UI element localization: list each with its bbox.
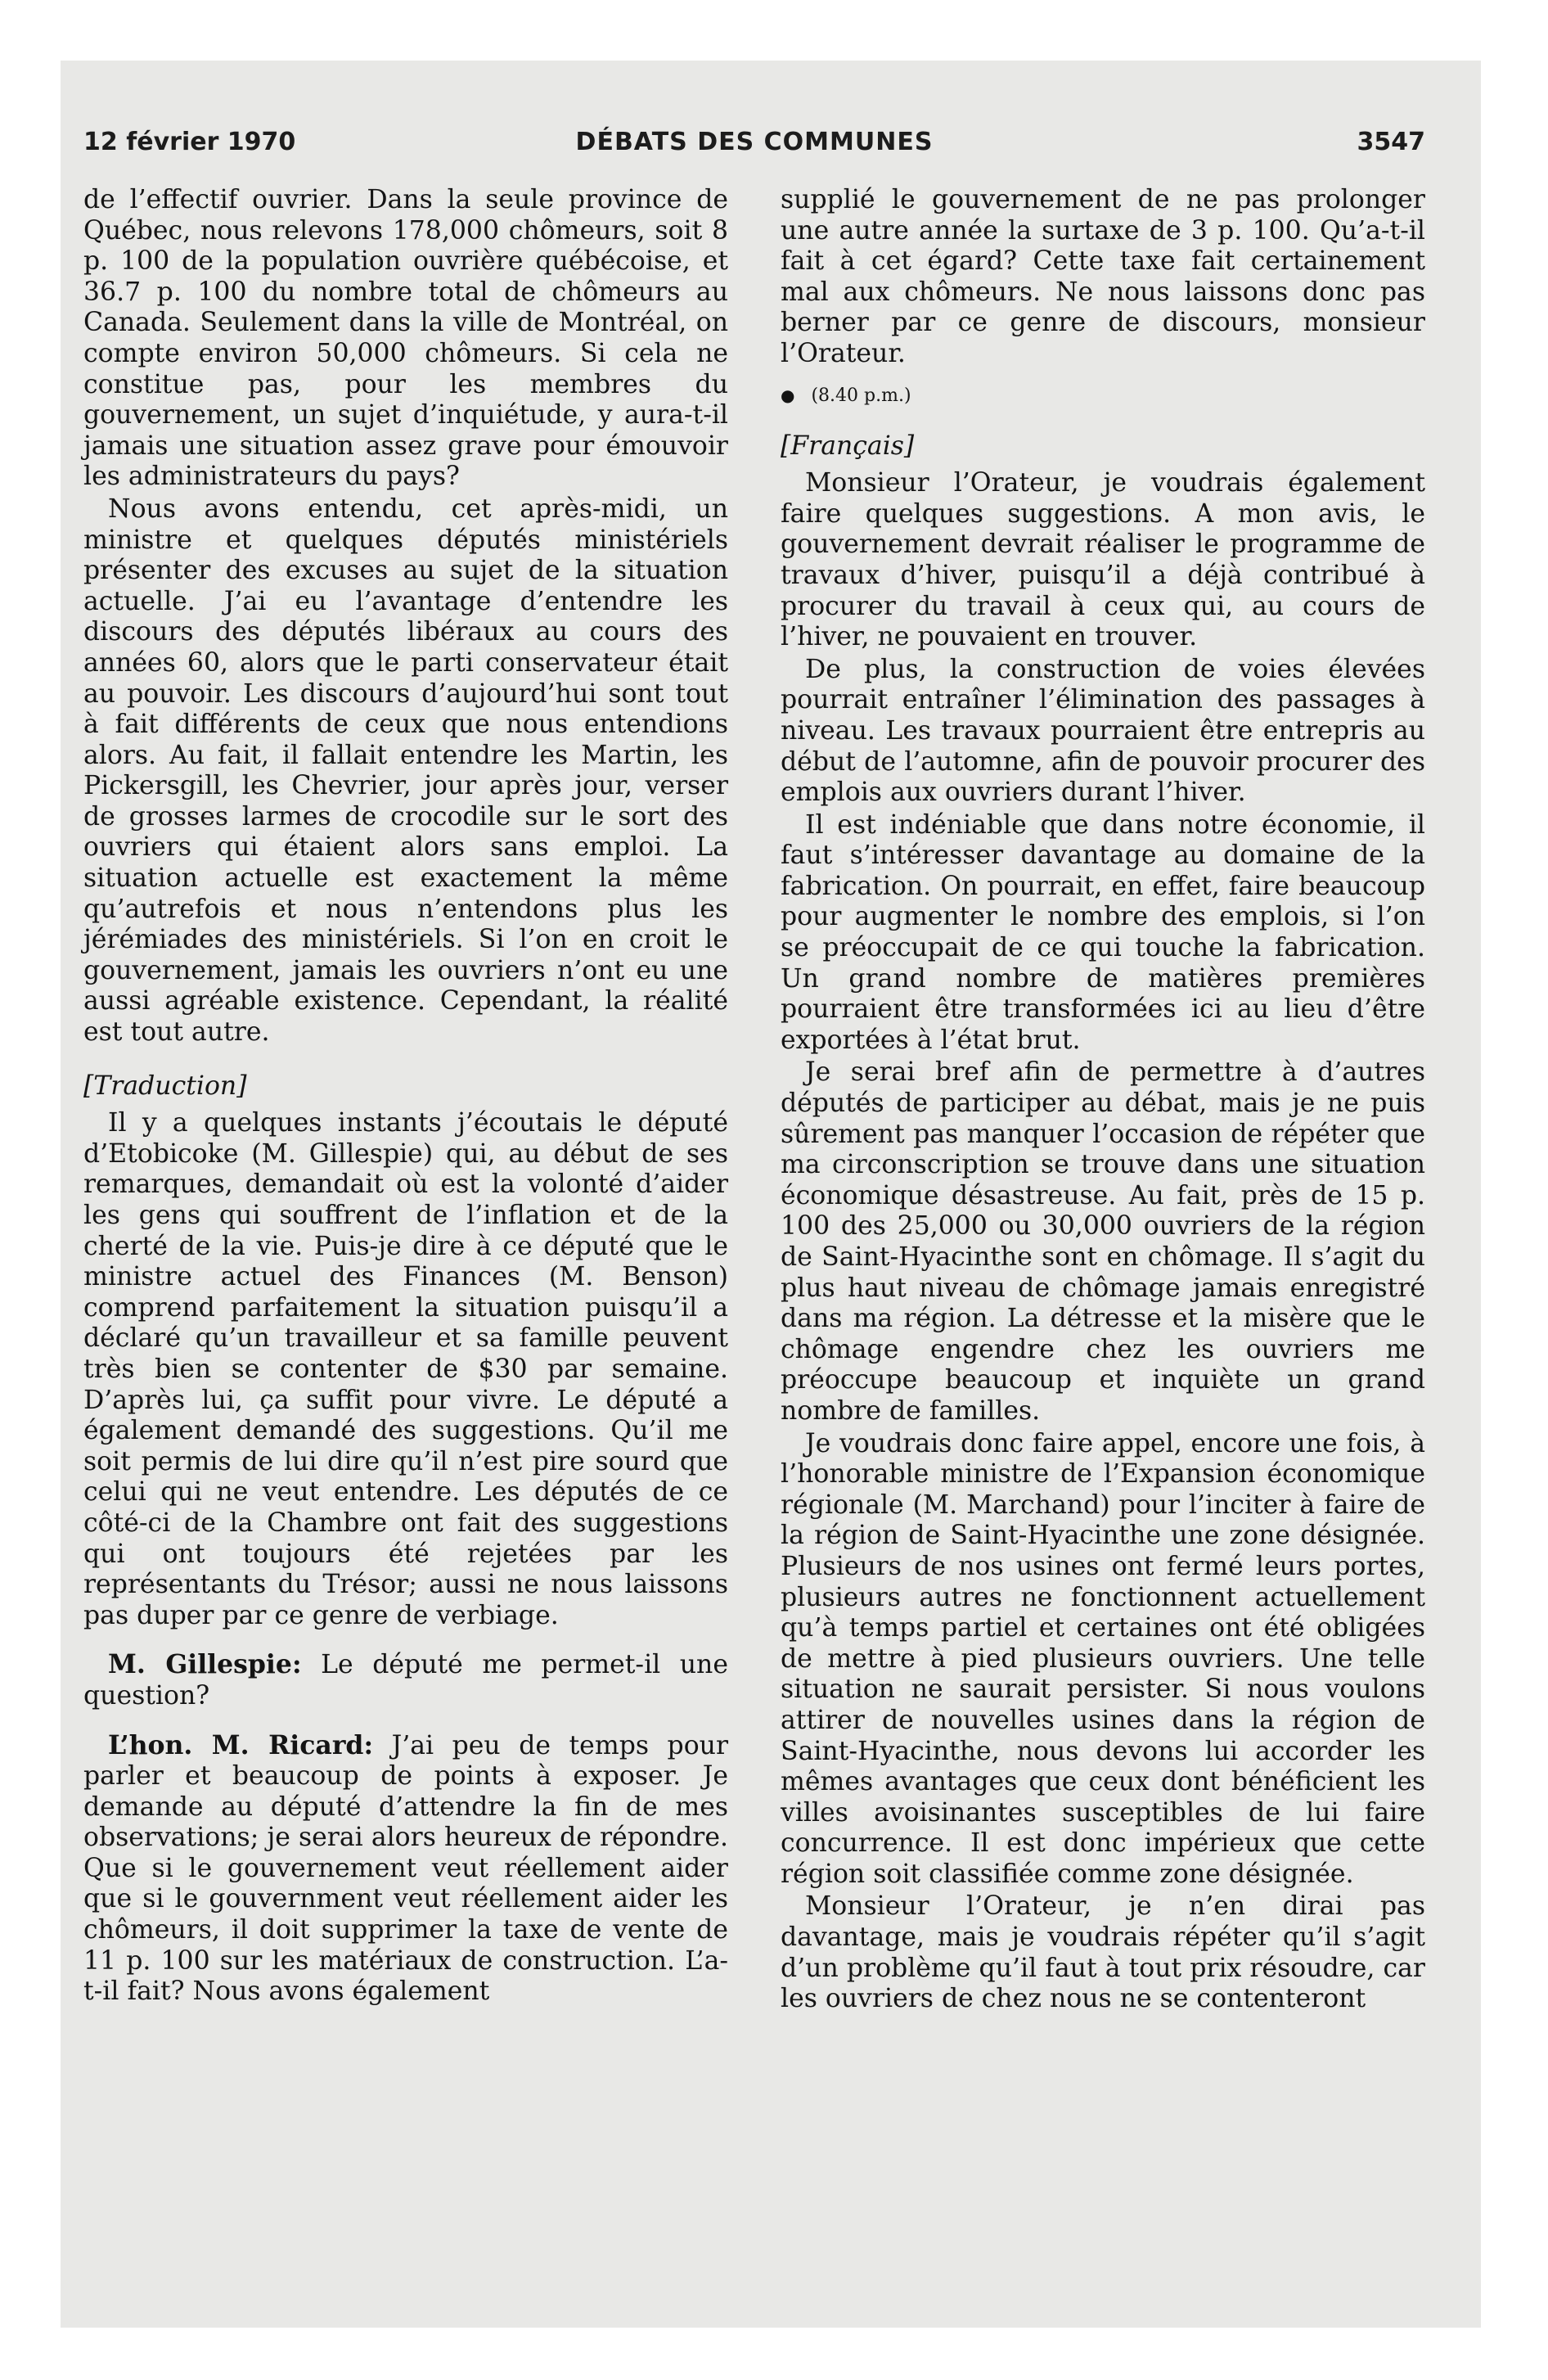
section-label-text: [Traduction]: [83, 1071, 247, 1101]
speech-text: J’ai peu de temps pour parler et beaucoup de points à exposer. Je demande au député d’attendre la fin de mes observations; je serai alors heureux de répondre. Que si le gouvernement veut réellement aider que si le gouvernment veut réellement aider les chômeurs, il doit supprimer la taxe de vente de 11 p. 100 sur les matériaux de construction. L’a-t-il fait? Nous avons également: [83, 1730, 729, 2007]
time-marker: [781, 383, 1425, 408]
speech-paragraph: [83, 1730, 728, 2008]
header-date: 12 février 1970: [83, 128, 296, 156]
time-text: (8.40 p.m.): [811, 385, 911, 406]
paragraph: Il y a quelques instants j’écoutais le député d’Etobicoke (M. Gillespie) qui, au début de ses remarques, demandait où est la volonté d’aider les gens qui souffrent de l’inflation et de la cherté de la vie. Puis-je dire à ce député que le ministre actuel des Finances (M. Benson) comprend parfaitement la situation puisqu’il a déclaré qu’un travailleur et sa famille peuvent très bien se contenter de $30 par semaine. D’après lui, ça suffit pour vivre. Le député a également demandé des suggestions. Qu’il me soit permis de lui dire qu’il n’est pire sourd que celui qui ne veut entendre. Les députés de ce côté-ci de la Chambre ont fait des suggestions qui ont toujours été rejetées par les représentants du Trésor; aussi ne nous laissons pas duper par ce genre de verbiage.: [83, 1108, 728, 1630]
speech-text: Le député me permet-il une question?: [83, 1650, 728, 1711]
header-page-number: 3547: [1357, 128, 1425, 156]
page-content: [83, 128, 1425, 2014]
speaker-name: M. Gillespie:: [108, 1649, 302, 1680]
paragraph: Monsieur l’Orateur, je n’en dirai pas davantage, mais je voudrais répéter qu’il s’agit d’un problème qu’il faut à tout prix résoudre, car les ouvriers de chez nous ne se contenteront: [781, 1891, 1425, 2014]
header-title: DÉBATS DES COMMUNES: [575, 128, 934, 156]
paragraph: Il est indéniable que dans notre économie, il faut s’intéresser davantage au domaine de la fabrication. On pourrait, en effet, faire beaucoup pour augmenter le nombre des emplois, si l’on se préoccupait de ce qui touche la fabrication. Un grand nombre de matières premières pourraient être transformées ici au lieu d’être exportées à l’état brut.: [781, 809, 1425, 1055]
paragraph: Je voudrais donc faire appel, encore une fois, à l’honorable ministre de l’Expansion économique régionale (M. Marchand) pour l’inciter à faire de la région de Saint-Hyacinthe une zone désignée. Plusieurs de nos usines ont fermé leurs portes, plusieurs autres ne fonctionnent actuellement qu’à temps partiel et certaines ont été obligées de mettre à pied plusieurs ouvriers. Une telle situation ne saurait persister. Si nous voulons attirer de nouvelles usines dans la région de Saint-Hyacinthe, nous devons lui accorder les mêmes avantages que ceux dont bénéficient les villes avoisinantes susceptibles de lui faire concurrence. Il est donc impérieux que cette région soit classifiée comme zone désignée.: [781, 1428, 1425, 1889]
section-label: [781, 431, 1425, 462]
bullet-icon: ●: [781, 385, 795, 405]
left-column: [83, 185, 728, 2008]
paragraph: Nous avons entendu, cet après-midi, un ministre et quelques députés ministériels présenter des excuses au sujet de la situation actuelle. J’ai eu l’avantage d’entendre les discours des députés libéraux au cours des années 60, alors que le parti conservateur était au pouvoir. Les discours d’aujourd’hui sont tout à fait différents de ceux que nous entendions alors. Au fait, il fallait entendre les Martin, les Pickersgill, les Chevrier, jour après jour, verser de grosses larmes de crocodile sur le sort des ouvriers qui étaient alors sans emploi. La situation actuelle est exactement la même qu’autrefois et nous n’entendons plus les jérémiades des ministériels. Si l’on en croit le gouvernement, jamais les ouvriers n’ont eu une aussi agréable existence. Cependant, la réalité est tout autre.: [83, 494, 728, 1048]
paragraph: De plus, la construction de voies élevées pourrait entraîner l’élimination des passages à niveau. Les travaux pourraient être entrepris au début de l’automne, afin de pouvoir procurer des emplois aux ouvriers durant l’hiver.: [781, 654, 1425, 808]
speech-paragraph: [83, 1649, 728, 1711]
speaker-name: L’hon. M. Ricard:: [108, 1729, 374, 1760]
paragraph: Monsieur l’Orateur, je voudrais également faire quelques suggestions. A mon avis, le gouvernement devrait réaliser le programme de travaux d’hiver, puisqu’il a déjà contribué à procurer du travail à ceux qui, au cours de l’hiver, ne pouvaient en trouver.: [781, 468, 1425, 652]
scanned-page: [61, 61, 1481, 2328]
right-column: [781, 185, 1425, 2015]
paragraph: de l’effectif ouvrier. Dans la seule province de Québec, nous relevons 178,000 chômeurs, soit 8 p. 100 de la population ouvrière québécoise, et 36.7 p. 100 du nombre total de chômeurs au Canada. Seulement dans la ville de Montréal, on compte environ 50,000 chômeurs. Si cela ne constitue pas, pour les membres du gouvernement, un sujet d’inquiétude, y aura-t-il jamais une situation assez grave pour émouvoir les administrateurs du pays?: [83, 185, 728, 492]
paragraph: supplié le gouvernement de ne pas prolonger une autre année la surtaxe de 3 p. 100. Qu’a-t-il fait à cet égard? Cette taxe fait certainement mal aux chômeurs. Ne nous laissons donc pas berner par ce genre de discours, monsieur l’Orateur.: [781, 185, 1425, 368]
section-label: [83, 1071, 728, 1102]
section-label-text: [Français]: [781, 430, 915, 461]
paragraph: Je serai bref afin de permettre à d’autres députés de participer au débat, mais je ne puis sûrement pas manquer l’occasion de répéter que ma circonscription se trouve dans une situation économique désastreuse. Au fait, près de 15 p. 100 des 25,000 ou 30,000 ouvriers de la région de Saint-Hyacinthe sont en chômage. Il s’agit du plus haut niveau de chômage jamais enregistré dans ma région. La détresse et la misère que le chômage engendre chez les ouvriers me préoccupe beaucoup et inquiète un grand nombre de familles.: [781, 1057, 1425, 1426]
page-header: [83, 128, 1425, 177]
